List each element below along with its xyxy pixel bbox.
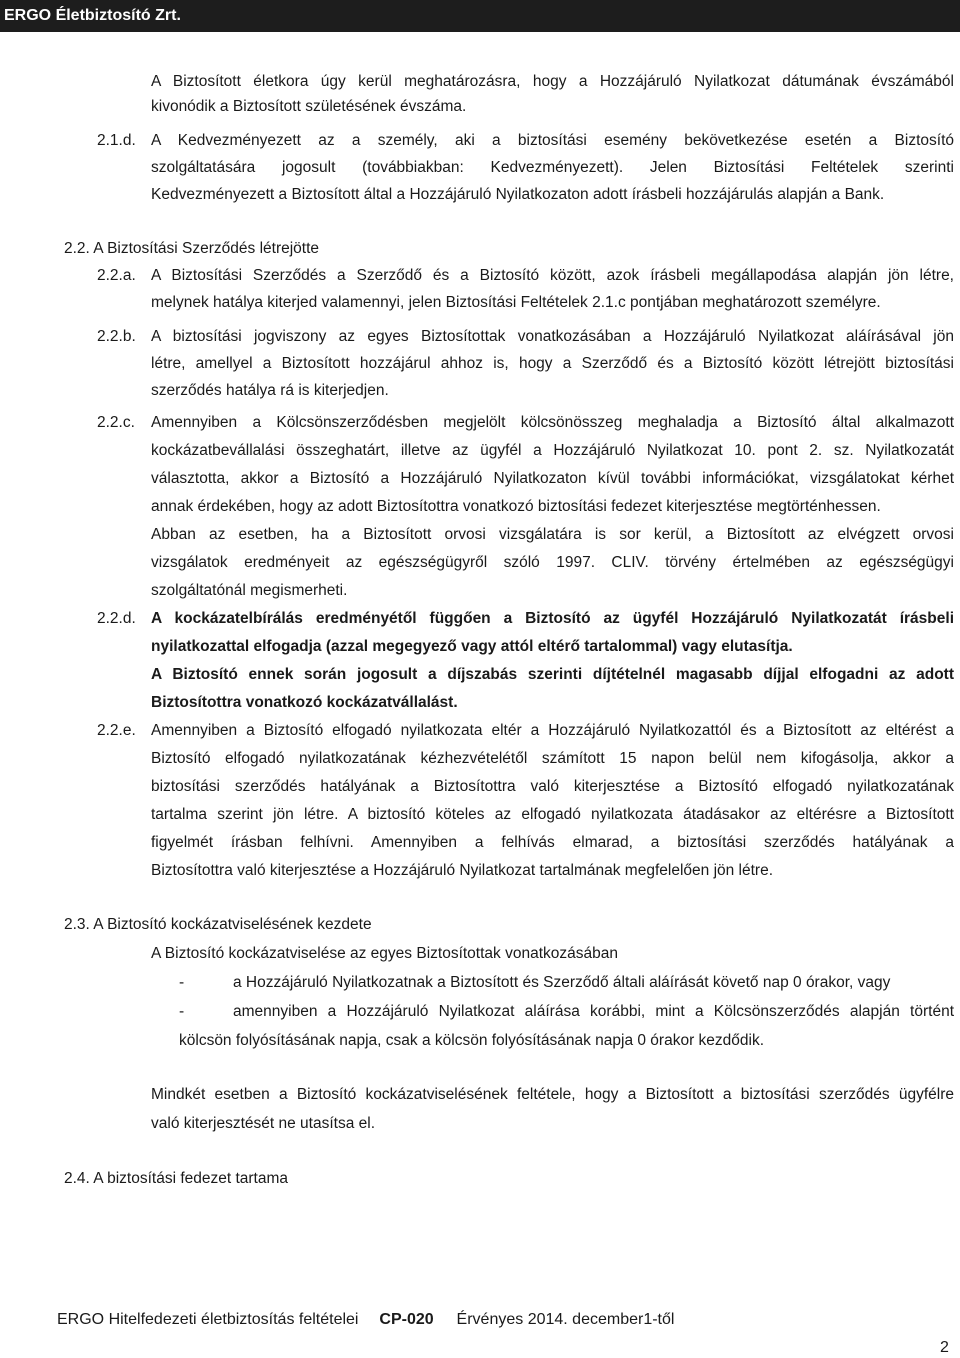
paragraph-line: A biztosítási jogviszony az egyes Biztosítottak vonatkozásában a Hozzájáruló Nyilatkozat aláírásával jön <box>151 328 954 345</box>
section-number: 2.2.c. <box>97 414 135 431</box>
list-dash: - <box>179 1003 185 1020</box>
paragraph-line: A Biztosított életkora úgy kerül meghatározásra, hogy a Hozzájáruló Nyilatkozat dátumának évszámából <box>151 73 954 90</box>
section-number: 2.2.e. <box>97 722 136 739</box>
paragraph-line: annak érdekében, hogy az adott Biztosítottra vonatkozó biztosítási fedezet kiterjesztése megtörténhessen. <box>151 498 881 515</box>
paragraph-line: A Biztosítási Szerződés a Szerződő és a Biztosító között, azok írásbeli megállapodása alapján jön létre, <box>151 267 954 284</box>
footer-title: ERGO Hitelfedezeti életbiztosítás feltételei <box>57 1311 359 1328</box>
section-number: 2.2.a. <box>97 267 136 284</box>
paragraph-line: biztosítási szerződés hatályának a Biztosítottra való kiterjesztése a Biztosító elfogadó nyilatkozatának <box>151 778 954 795</box>
section-heading: 2.4. A biztosítási fedezet tartama <box>64 1170 289 1187</box>
paragraph-line: szolgáltatására jogosult (továbbiakban: Kedvezményezett). Jelen Biztosítási Feltételek szerinti <box>151 159 954 176</box>
paragraph-line: vizsgálatok eredményeit az egészségügyről szóló 1997. CLIV. törvény értelmében az egészségügyi <box>151 554 954 571</box>
paragraph-line-bold: A kockázatelbírálás eredményétől függően a Biztosító az ügyfél Hozzájáruló Nyilatkozatát írásbeli <box>151 610 954 627</box>
footer-validity: Érvényes 2014. december1-től <box>456 1311 675 1328</box>
list-item: amennyiben a Hozzájáruló Nyilatkozat aláírása korábbi, mint a Kölcsönszerződés alapján történt <box>233 1003 954 1020</box>
paragraph-line: kivonódik a Biztosított születésének évszáma. <box>151 98 467 115</box>
list-item-continuation: kölcsön folyósításának napja, csak a kölcsön folyósításának napja 0 órakor kezdődik. <box>179 1032 765 1049</box>
paragraph-line: melynek hatálya kiterjed valamennyi, jelen Biztosítási Feltételek 2.1.c pontjában meghatározott személyre. <box>151 294 881 311</box>
paragraph-line: Amennyiben a Biztosító elfogadó nyilatkozata eltér a Hozzájáruló Nyilatkozattól és a Biztosított az eltérést a <box>151 722 954 739</box>
company-name: ERGO Életbiztosító Zrt. <box>4 7 181 24</box>
paragraph-line: szolgáltatónál megismerheti. <box>151 582 348 599</box>
paragraph-line: szerződés hatálya rá is kiterjedjen. <box>151 382 389 399</box>
section-heading: 2.3. A Biztosító kockázatviselésének kezdete <box>64 916 372 933</box>
paragraph-line: Kedvezményezett a Biztosított által a Hozzájáruló Nyilatkozaton adott írásbeli hozzájárulás alapján a Bank. <box>151 186 885 203</box>
page-number: 2 <box>940 1339 949 1356</box>
paragraph-line: figyelmét írásban felhívni. Amennyiben a felhívás elmarad, a biztosítási szerződés hatályának a <box>151 834 954 851</box>
footer <box>57 1310 674 1330</box>
section-number: 2.1.d. <box>97 132 136 149</box>
paragraph-line-bold: A Biztosító ennek során jogosult a díjszabás szerinti díjtételnél magasabb díjjal elfogadni az adott <box>151 666 954 683</box>
paragraph-line-bold: Biztosítottra vonatkozó kockázatvállalást. <box>151 694 458 711</box>
section-heading: 2.2. A Biztosítási Szerződés létrejötte <box>64 240 320 257</box>
paragraph-line: A Kedvezményezett az a személy, aki a biztosítási esemény bekövetkezése esetén a Biztosító <box>151 132 954 149</box>
footer-code: CP-020 <box>379 1311 434 1328</box>
paragraph-line: Mindkét esetben a Biztosító kockázatviselésének feltétele, hogy a Biztosított a biztosítási szerződés ügyfélre <box>151 1086 954 1103</box>
paragraph-line: Abban az esetben, ha a Biztosított orvosi vizsgálatára is sor kerül, a Biztosított az elvégzett orvosi <box>151 526 954 543</box>
list-dash: - <box>179 974 185 991</box>
paragraph-line: való kiterjesztését ne utasítsa el. <box>151 1115 376 1132</box>
section-number: 2.2.d. <box>97 610 136 627</box>
section-number: 2.2.b. <box>97 328 136 345</box>
paragraph-line: létre, amellyel a Biztosított hozzájárul ahhoz is, hogy a Szerződő és a Biztosító között létrejött biztosítási <box>151 355 954 372</box>
paragraph-line: tartalma szerint jön létre. A biztosító köteles az elfogadó nyilatkozata átadásakor az eltérésre a Biztosított <box>151 806 954 823</box>
paragraph-line: Biztosítottra való kiterjesztése a Hozzájáruló Nyilatkozat tartalmának megfelelően jön létre. <box>151 862 774 879</box>
paragraph-line: kockázatbevállalási összeghatárt, illetve az ügyfél a Hozzájáruló Nyilatkozat 10. pont 2. sz. Nyilatkozatát <box>151 442 954 459</box>
header-bar <box>0 0 960 32</box>
paragraph-line-bold: nyilatkozattal elfogadja (azzal megegyező vagy attól eltérő tartalommal) vagy elutasítja. <box>151 638 793 655</box>
paragraph-line: választotta, akkor a Biztosító a Hozzájáruló Nyilatkozaton kívül további információkat, vizsgálatokat kérhet <box>151 470 954 487</box>
list-item: a Hozzájáruló Nyilatkozatnak a Biztosított és Szerződő általi aláírását követő nap 0 órakor, vagy <box>233 974 891 991</box>
paragraph-line: A Biztosító kockázatviselése az egyes Biztosítottak vonatkozásában <box>151 945 618 962</box>
paragraph-line: Biztosító elfogadó nyilatkozatának kézhezvételétől számított 15 napon belül nem kifogásolja, akkor a <box>151 750 954 767</box>
paragraph-line: Amennyiben a Kölcsönszerződésben megjelölt kölcsönösszeg meghaladja a Biztosító által alkalmazott <box>151 414 954 431</box>
